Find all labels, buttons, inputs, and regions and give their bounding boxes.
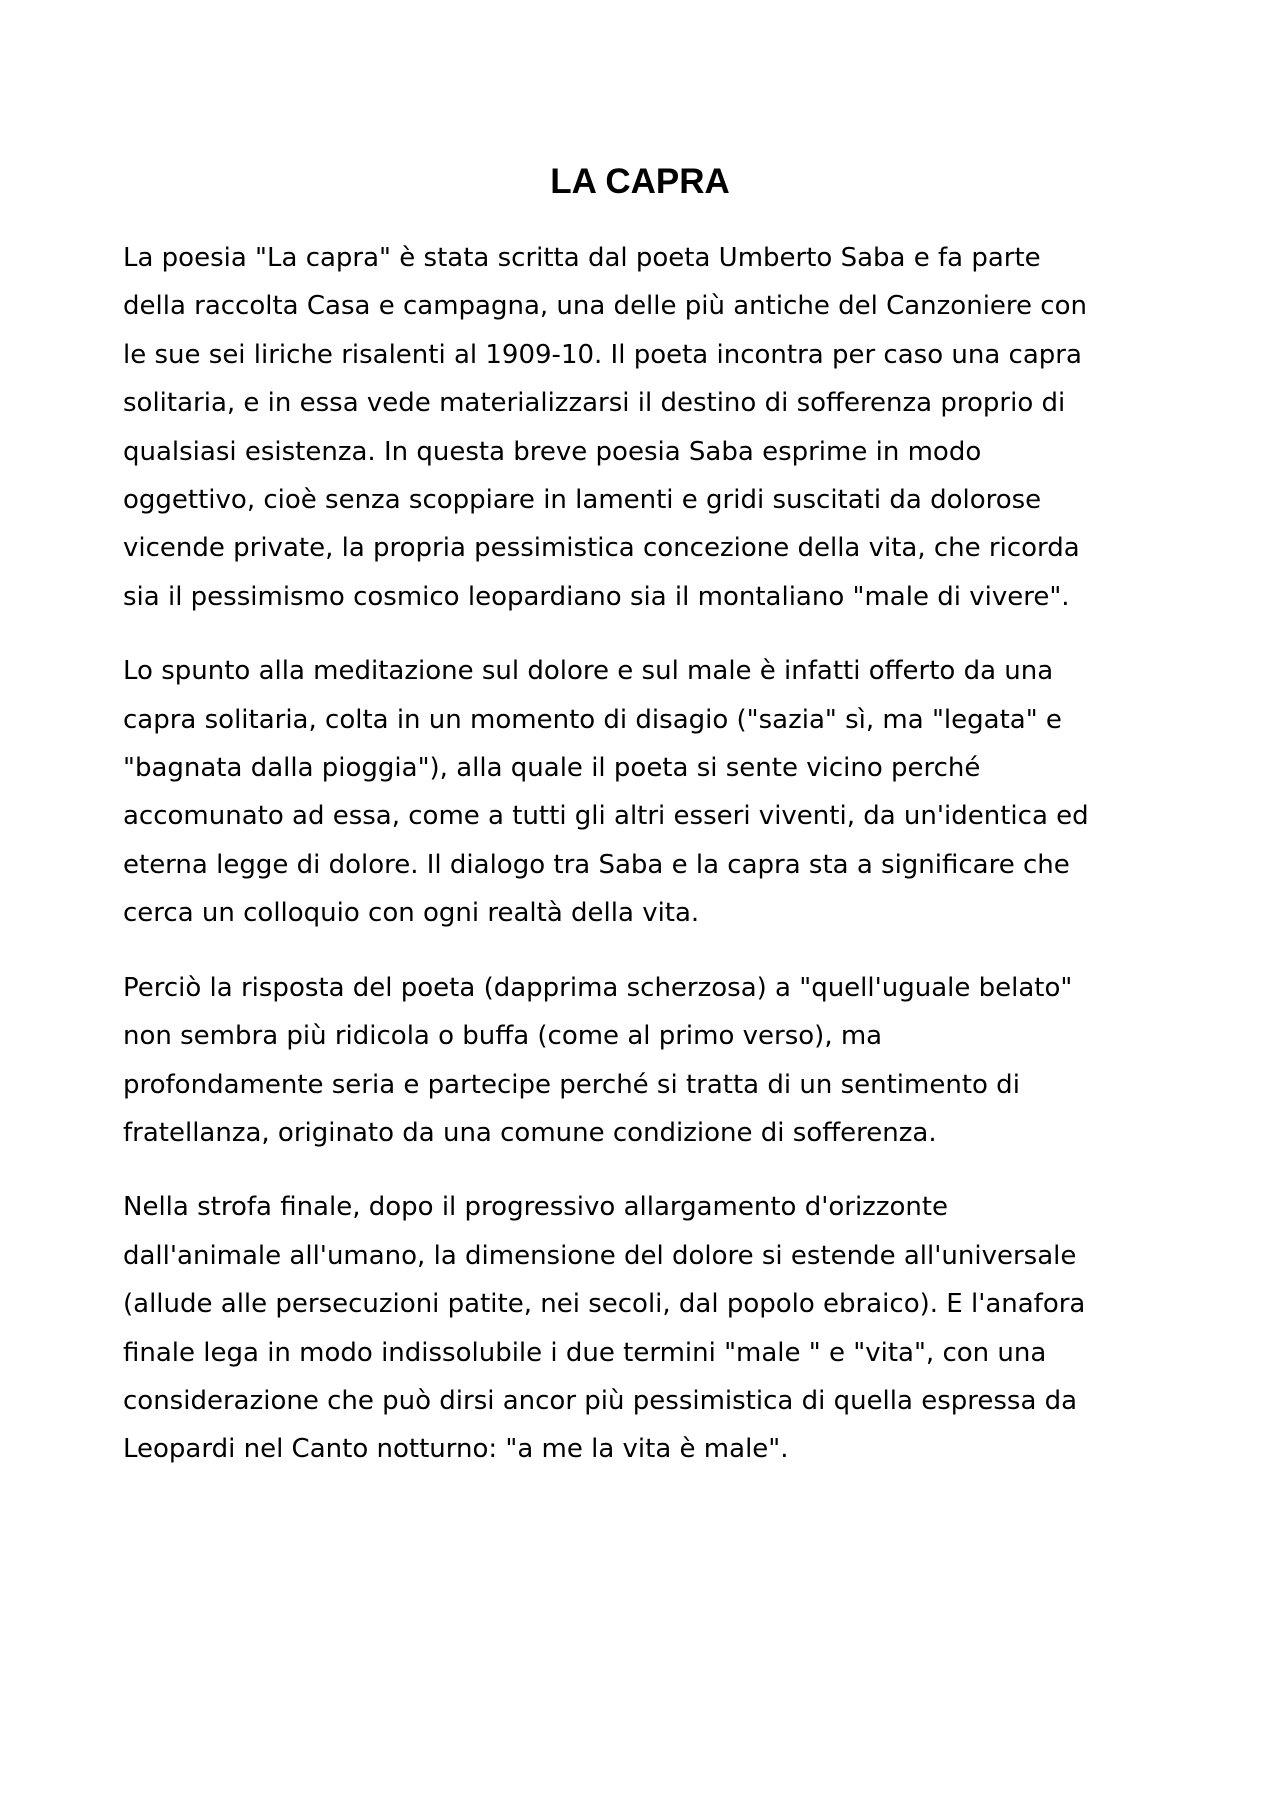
paragraph-final — [123, 1183, 1183, 1473]
text-line: vicende private, la propria pessimistica concezione della vita, che ricorda — [123, 533, 1080, 564]
paragraph-intro — [123, 234, 1183, 621]
text-line: accomunato ad essa, come a tutti gli altri esseri viventi, da un'identica ed — [123, 801, 1089, 832]
text-line: eterna legge di dolore. Il dialogo tra Saba e la capra sta a significare che — [123, 849, 1070, 880]
text-line: solitaria, e in essa vede materializzarsi il destino di sofferenza proprio di — [123, 388, 1066, 419]
text-line: La poesia "La capra" è stata scritta dal poeta Umberto Saba e fa parte — [123, 243, 1041, 273]
text-line: dall'animale all'umano, la dimensione del dolore si estende all'universale — [123, 1240, 1077, 1271]
text-line: (allude alle persecuzioni patite, nei secoli, dal popolo ebraico). E l'anafora — [123, 1289, 1086, 1320]
text-line: finale lega in modo indissolubile i due termini "male " e "vita", con una — [123, 1337, 1047, 1368]
text-line: le sue sei liriche risalenti al 1909-10. Il poeta incontra per caso una capra — [123, 339, 1082, 370]
text-line: della raccolta Casa e campagna, una delle più antiche del Canzoniere con — [123, 291, 1087, 322]
text-line: Perciò la risposta del poeta (dapprima scherzosa) a "quell'uguale belato" — [123, 972, 1073, 1003]
text-line: Nella strofa finale, dopo il progressivo allargamento d'orizzonte — [123, 1192, 949, 1223]
text-line: capra solitaria, colta in un momento di disagio ("sazia" sì, ma "legata" e — [123, 704, 1062, 735]
paragraph-response — [123, 964, 1183, 1158]
text-line: "bagnata dalla pioggia"), alla quale il poeta si sente vicino perché — [123, 753, 981, 784]
text-line: oggettivo, cioè senza scoppiare in lamenti e gridi suscitati da dolorose — [123, 485, 1042, 516]
text-line: Leopardi nel Canto notturno: "a me la vita è male". — [123, 1434, 789, 1465]
document-title: LA CAPRA — [550, 162, 730, 201]
text-line: qualsiasi esistenza. In questa breve poesia Saba esprime in modo — [123, 436, 982, 467]
text-line: cerca un colloquio con ogni realtà della vita. — [123, 898, 700, 929]
text-line: Lo spunto alla meditazione sul dolore e sul male è infatti offerto da una — [123, 656, 1054, 687]
text-line: sia il pessimismo cosmico leopardiano sia il montaliano "male di vivere". — [123, 581, 1070, 612]
paragraph-meditation — [123, 647, 1183, 937]
document-body — [123, 234, 1183, 1500]
text-line: non sembra più ridicola o buffa (come al primo verso), ma — [123, 1021, 883, 1052]
text-line: profondamente seria e partecipe perché si tratta di un sentimento di — [123, 1069, 1020, 1100]
text-line: fratellanza, originato da una comune condizione di sofferenza. — [123, 1117, 937, 1148]
text-line: considerazione che può dirsi ancor più pessimistica di quella espressa da — [123, 1385, 1078, 1416]
